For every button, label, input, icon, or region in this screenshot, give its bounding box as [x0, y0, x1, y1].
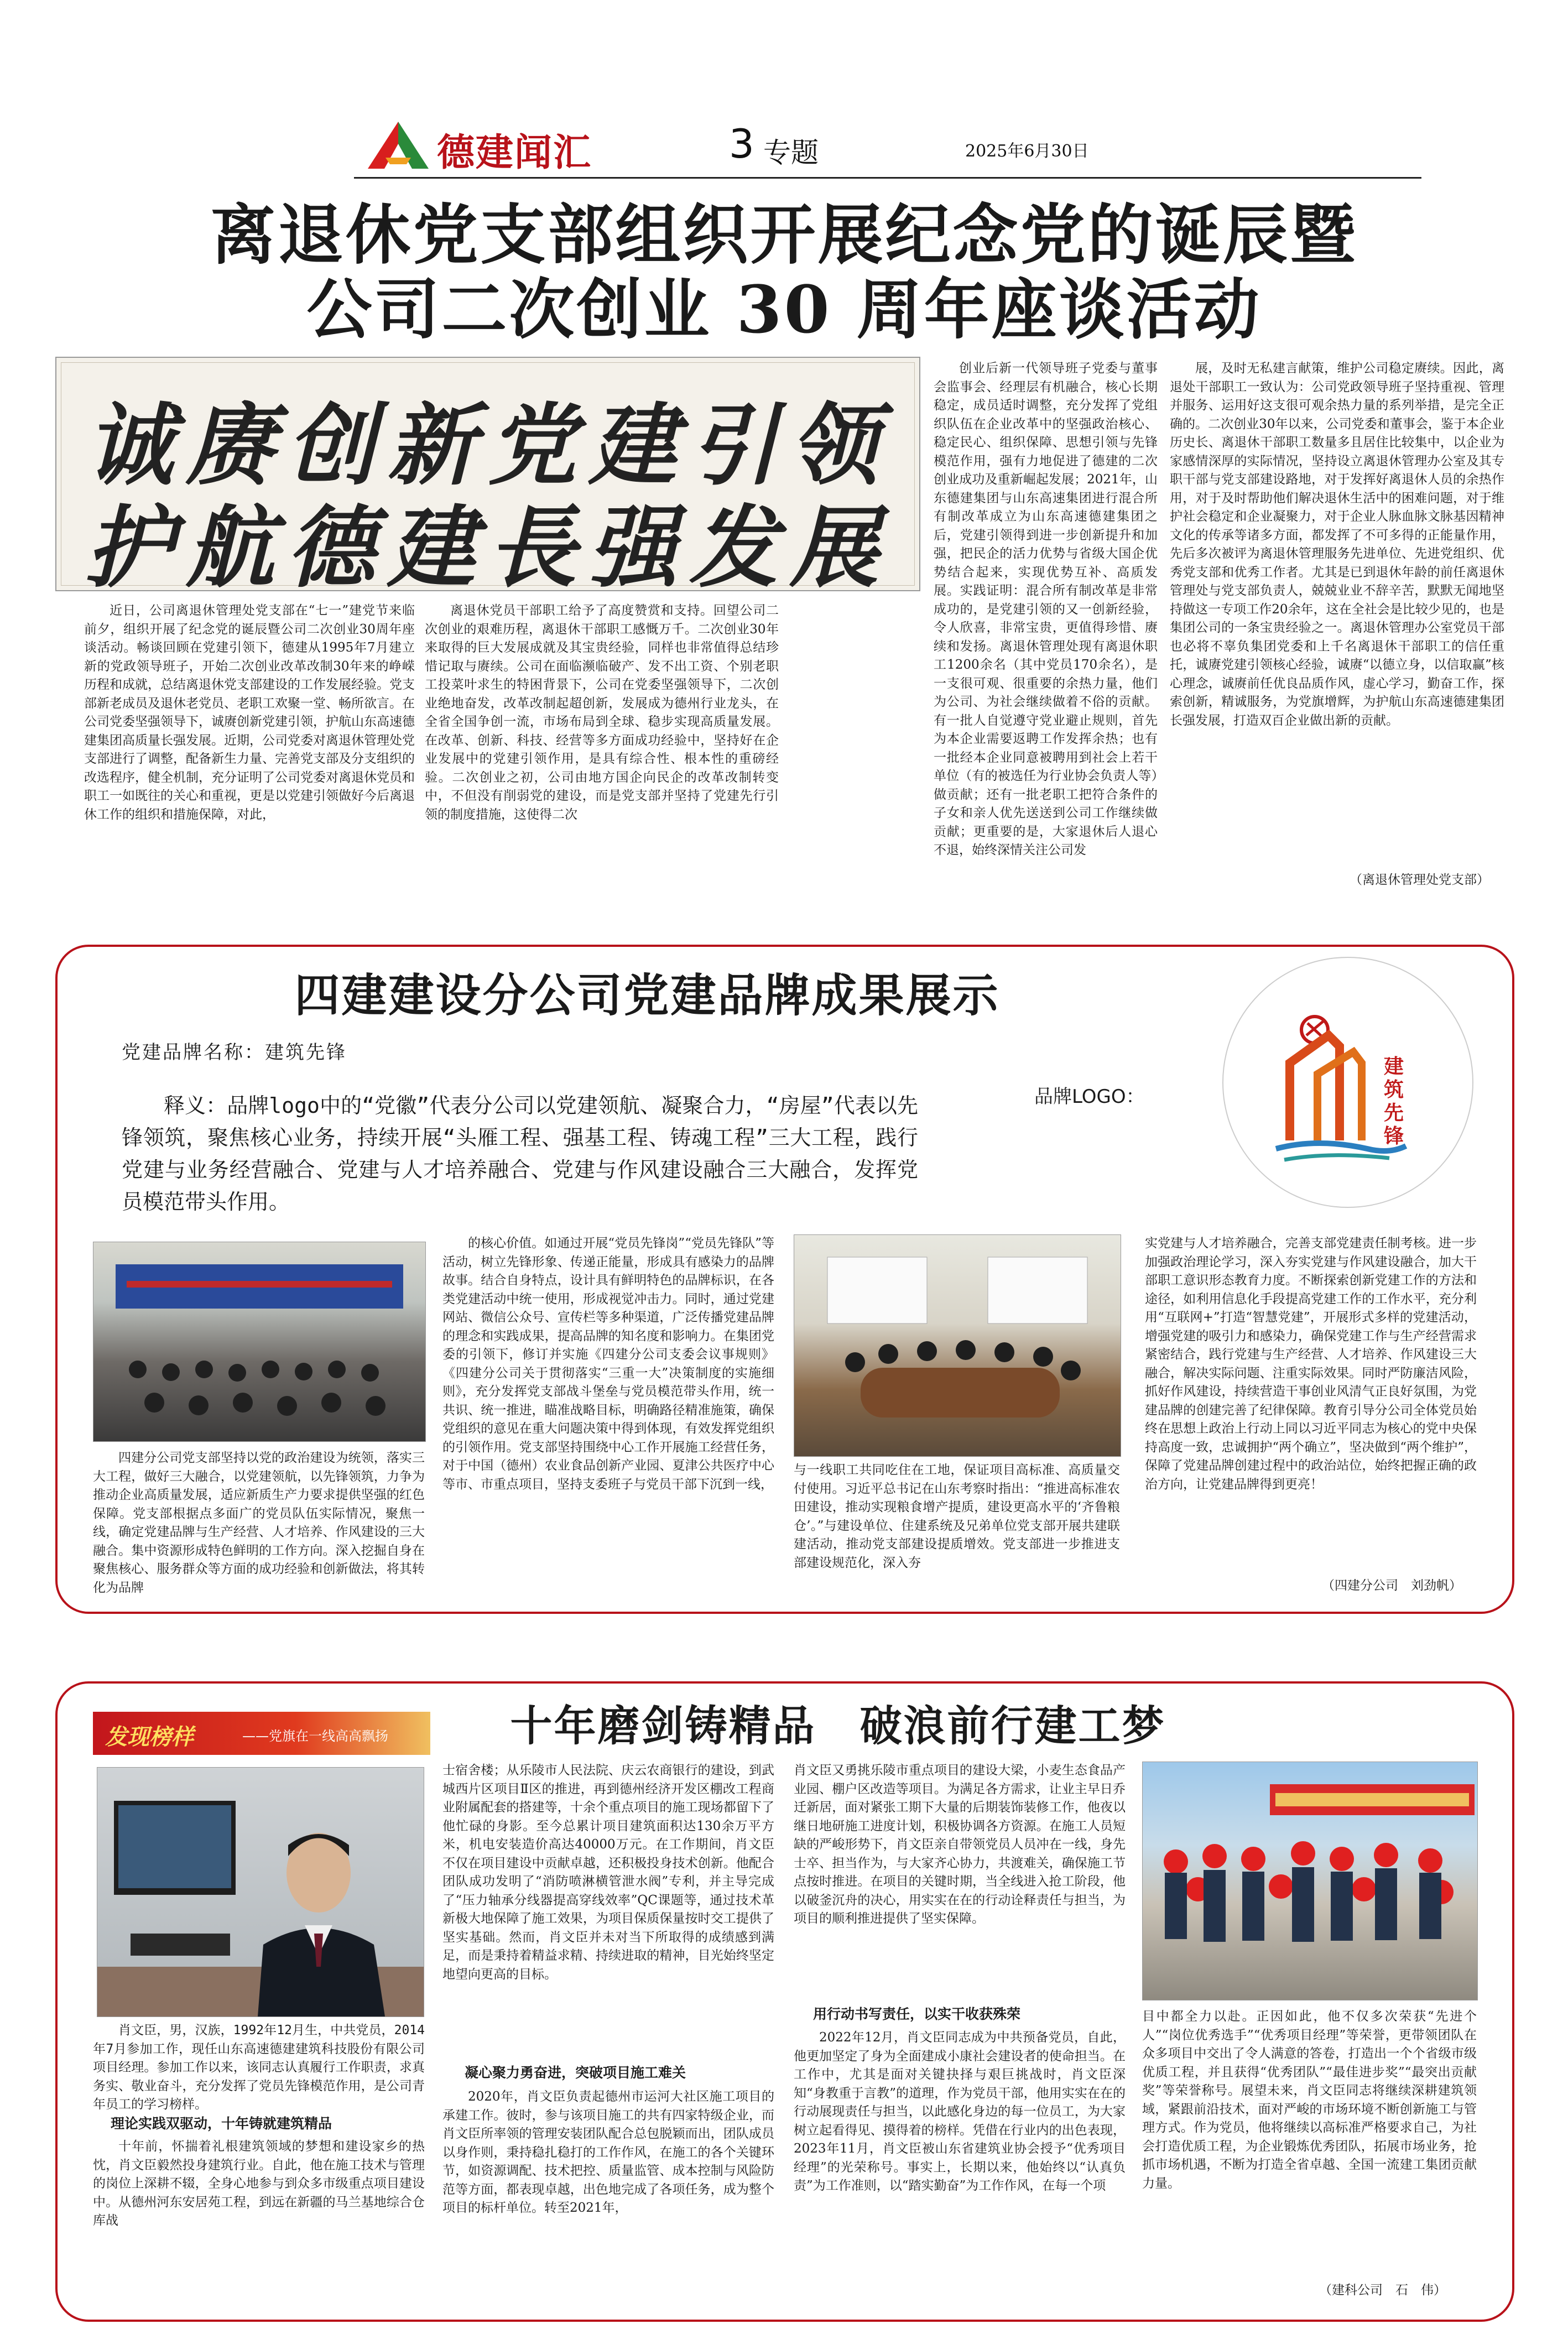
brand-name: 党建品牌名称：建筑先锋: [122, 1041, 347, 1064]
portrait-photo: [97, 1767, 424, 2017]
calligraphy-artwork: [55, 357, 920, 591]
newspaper-name: 德建闻汇: [437, 131, 592, 175]
role-model-banner: [93, 1712, 430, 1755]
article3-title: 十年磨剑铸精品 破浪前行建工梦: [510, 1701, 1166, 1750]
article3-signature: （建科公司 石 伟）: [1319, 2283, 1446, 2297]
article3-column-2b: 2020年，肖文臣负责起德州市运河大社区施工项目的承建工作。彼时，参与该项目施工的共有四家特级企业，而肖文臣所率领的管理安装团队配合总包脱颖而出，团队成员以身作则，秉持稳扎稳打的工作作风，在施工的各个关键环节，如资源调配、技术把控、质量监管、成本控制与风险防范等方面，都表现卓越，出色地完成了各项任务，成为整个项目的标杆单位。转至2021年，: [442, 2090, 774, 2215]
article2-title: 四建建设分公司党建品牌成果展示: [294, 969, 1000, 1022]
article2-column-3: 与一线职工共同吃住在工地，保证项目高标准、高质量交付使用。习近平总书记在山东考察时指出：“推进高标准农田建设，推动实现粮食增产提质，建设更高水平的‘齐鲁粮仓’。”与建设单位、住建系统及兄弟单位党支部开展共建联建活动，推动党支部建设提质增效。党支部进一步推进支部建设规范化，深入夯: [794, 1463, 1120, 1570]
article1-title-line1: 离退休党支部组织开展纪念党的诞辰暨: [210, 196, 1358, 273]
article3-column-3: 肖文臣又勇挑乐陵市重点项目的建设大梁，小麦生态食品产业园、棚户区改造等项目。为满足各方需求，让业主早日乔迁新居，面对紧张工期下大量的后期装饰装修工作，他夜以继日地研施工进度计划，积极协调各方资源。在施工人员短缺的严峻形势下，肖文臣亲自带领党员人员冲在一线，身先士卒、担当作为，与大家齐心协力，共渡难关，确保施工节点按时推进。在项目的关键时期，当全线进入抢工阶段，他以破釜沉舟的决心，用实实在在的行动诠释责任与担当，为项目的顺利推进提供了坚实保障。: [794, 1763, 1126, 1926]
meeting-photo-2: [794, 1234, 1121, 1457]
article3-column-3b: 2022年12月，肖文臣同志成为中共预备党员，自此，他更加坚定了身为全面建成小康社会建设者的使命担当。在工作中，尤其是面对关键抉择与艰巨挑战时，肖文臣深知“身教重于言教”的道理，作为党员干部，他用实实在在的行动展现责任与担当，以此感化身边的每一位员工，为大家树立起看得见、摸得着的榜样。凭借在行业内的出色表现，2023年11月，肖文臣被山东省建筑业协会授予“优秀项目经理”的光荣称号。事实上，长期以来，他始终以“认真负责”为工作准则，以“踏实勤奋”为工作作风，在每一个项: [794, 2030, 1126, 2193]
brand-logo-text: 建筑先锋: [1384, 1055, 1404, 1148]
article1-column-2: 离退休党员干部职工给予了高度赞赏和支持。回望公司二次创业的艰难历程，离退休干部职工感慨万千。二次创业30年来取得的巨大发展成就及其宝贵经验，同样也非常值得总结珍惜记取与赓续。公司在面临濒临破产、发不出工资、个别老职工投菜叶求生的特困背景下，公司在党委坚强领导下，二次创业绝地奋发，改革改制起超创新，发展成为德州行业龙头，在全省全国争创一流，市场布局到全球、稳步实现高质量发展。在改革、创新、科技、经营等多方面成功经验中，坚持好在企业发展中的党建引领作用，是具有综合性、根本性的重磅经验。二次创业之初，公司由地方国企向民企的改革改制转变中，不但没有削弱党的建设，而是党支部并坚持了党建先行引领的制度措施，这使得二次: [425, 603, 779, 822]
issue-date: 2025年6月30日: [965, 142, 1089, 161]
site-visit-photo: [1142, 1762, 1478, 2000]
article2-column-2: 的核心价值。如通过开展“党员先锋岗”“党员先锋队”等活动，树立先锋形象、传递正能量，形成具有感染力的品牌故事。结合自身特点，设计具有鲜明特色的品牌标识，在各类党建活动中统一使用，形成视觉冲击力。同时，通过党建网站、微信公众号、宣传栏等多种渠道，广泛传播党建品牌的理念和实践成果，提高品牌的知名度和影响力。在集团党委的引领下，修订并实施《四建分公司支委会议事规则》《四建分公司关于贯彻落实“三重一大”决策制度的实施细则》，充分发挥党支部战斗堡垒与党员模范带头作用，统一共识、统一推进，瞄准战略目标，明确路径精准施策，确保党组织的意见在重大问题决策中得到体现，有效发挥党组织的引领作用。党支部坚持围绕中心工作开展施工经营任务，对于中国（德州）农业食品创新产业园、夏津公共医疗中心等市、市重点项目，坚持支委班子与党员干部下沉到一线，: [442, 1236, 774, 1492]
article3-subheading-2: 凝心聚力勇奋进，突破项目施工难关: [465, 2065, 686, 2081]
article2-column-4: 实党建与人才培养融合，完善支部党建责任制考核。进一步加强政治理论学习，深入夯实党建与作风建设融合，加大干部职工意识形态教育力度。不断探索创新党建工作的方法和途径，如利用信息化手段提高党建工作的工作水平，充分利用“互联网+”打造“智慧党建”，开展形式多样的党建活动，增强党建的吸引力和感染力，确保党建工作与生产经营需求紧密结合，践行党建与生产经营、人才培养、作风建设三大融合，解决实际问题、注重实际效果。同时严防廉洁风险，抓好作风建设，持续营造干事创业风清气正良好氛围，为党建品牌的创建完善了纪律保障。教育引导分公司全体党员始终在思想上政治上行动上同以习近平同志为核心的党中央保持高度一致，忠诚拥护“两个确立”，坚决做到“两个维护”，保障了党建品牌创建过程中的政治站位，始终把握正确的政治方向，让党建品牌得到更亮！: [1145, 1236, 1477, 1492]
article3-column-4: 目中都全力以赴。正因如此，他不仅多次荣获“先进个人”“岗位优秀选手”“优秀项目经理”等荣誉，更带领团队在众多项目中交出了令人满意的答卷，打造出一个个省级市级优质工程，并且获得“优秀团队”“最佳进步奖”“最突出贡献奖”等荣誉称号。展望未来，肖文臣同志将继续深耕建筑领域，紧跟前沿技术，面对严峻的市场环境不断创新施工与管理方式。作为党员，他将继续以高标准严格要求自己，为社会打造优质工程，为企业锻炼优秀团队，拓展市场业务，抢抓市场机遇，不断为打造全省卓越、全国一流建工集团贡献力量。: [1142, 2009, 1477, 2191]
article1-signature: （离退休管理处党支部）: [1350, 873, 1489, 887]
section-name: 专题: [763, 137, 819, 169]
article3-column-2: 士宿舍楼；从乐陵市人民法院、庆云农商银行的建设，到武城西片区项目Ⅱ区的推进，再到德州经济开发区棚改工程商业附属配套的搭建等，十余个重点项目的施工现场都留下了他忙碌的身影。至今总累计项目建筑面积达130余万平方米，机电安装造价高达40000万元。在工作期间，肖文臣不仅在项目建设中贡献卓越，还积极投身技术创新。他配合团队成功发明了“消防喷淋横管泄水阀”专利，并主导完成了“压力轴承分线器提高穿线效率”QC课题等，通过技术革新极大地保障了施工效果，为项目保质保量按时交工提供了坚实基础。然而，肖文臣并未对当下所取得的成绩感到满足，而是秉持着精益求精、持续进取的精神，目光始终坚定地望向更高的目标。: [442, 1763, 774, 1982]
header-rule: [354, 177, 1421, 179]
brand-logo-label: 品牌LOGO：: [1034, 1086, 1145, 1108]
banner-subtitle: ——党旗在一线高高飘扬: [242, 1728, 388, 1744]
page-number: 3: [729, 121, 754, 167]
article1-column-3: 创业后新一代领导班子党委与董事会监事会、经理层有机融合，核心长期稳定，成员适时调整，充分发挥了党组织队伍在企业改革中的坚强政治核心、稳定民心、组织保障、思想引领与先锋模范作用，强有力地促进了德建的二次创业成功及重新崛起发展；2021年，山东德建集团与山东高速集团进行混合所有制改革成立为山东高速德建集团之后，党建引领得到进一步创新提升和加强，把民企的活力优势与省级大国企优势结合起来，实现优势互补、高质发展。实践证明：混合所有制改革是非常成功的，是党建引领的又一创新经验，令人欣喜，非常宝贵，更值得珍惜、赓续和发扬。离退休管理处现有离退休职工1200余名（其中党员170余名），是一支很可观、很重要的余热力量，他们为公司、为社会继续做着不俗的贡献。有一批人自觉遵守党业避止规则，首先为本企业需要返聘工作发挥余热；也有一批经本企业同意被聘用到社会上若干单位（有的被选任为行业协会负责人等）做贡献；还有一批老职工把符合条件的子女和亲人优先送送到公司工作继续做贡献；更重要的是，大家退休后人退心不退，始终深情关注公司发: [934, 361, 1158, 857]
newspaper-logo-icon: [362, 119, 434, 171]
article2-signature: （四建分公司 刘劲帆）: [1322, 1578, 1462, 1593]
article3-subheading-1: 理论实践双驱动，十年铸就建筑精品: [111, 2115, 332, 2132]
brand-logo: [1222, 957, 1473, 1208]
brand-description: 释义：品牌logo中的“党徽”代表分公司以党建领航、凝聚合力，“房屋”代表以先锋领筑，聚焦核心业务，持续开展“头雁工程、强基工程、铸魂工程”三大工程，践行党建与业务经营融合、党建与人才培养融合、党建与作风建设融合三大融合，发挥党员模范带头作用。: [122, 1093, 918, 1214]
article1-column-4: 展，及时无私建言献策，维护公司稳定赓续。因此，离退处干部职工一致认为：公司党政领导班子坚持重视、管理并服务、运用好这支很可观余热力量的系列举措，是完全正确的。二次创业30年以来，公司党委和董事会，鉴于本企业历史长、离退休干部职工数量多且居住比较集中，以企业为家感情深厚的实际情况，坚持设立离退休管理办公室及其专职干部与党支部建设路地，对于发挥好离退休人员的余热作用，对于及时帮助他们解决退休生活中的困难问题，对于维护社会稳定和企业凝聚力，对于企业人脉血脉文脉基因精神文化的传承等诸多方面，都发挥了不可多得的正能量作用，先后多次被评为离退休管理服务先进单位、先进党组织、优秀党支部和优秀工作者。尤其是已到退休年龄的前任离退休管理处与党支部负责人，兢兢业业不辞辛苦，默默无闻地坚持做这一专项工作20余年，这在全社会是比较少见的，也是集团公司的一条宝贵经验之一。离退休管理办公室党员干部也必将不辜负集团党委和上千名离退休干部职工的信任重托，诚赓党建引领核心经验，诚赓“以德立身，以信取赢”核心理念，诚赓前任优良品质作风，虚心学习，勤奋工作，探索创新，精诚服务，为党旗增辉，为护航山东高速德建集团长强发展，打造双百企业做出新的贡献。: [1170, 361, 1504, 728]
person-bio: 肖文臣，男，汉族，1992年12月生，中共党员，2014年7月参加工作，现任山东高速德建建筑科技股份有限公司项目经理。参加工作以来，该同志认真履行工作职责，求真务实、敬业奋斗，充分发挥了党员先锋模范作用，是公司青年员工的学习榜样。: [93, 2023, 425, 2112]
article2-column-1: 四建分公司党支部坚持以党的政治建设为统领，落实三大工程，做好三大融合，以党建领航，以先锋领筑，力争为推动企业高质量发展，适应新质生产力要求提供坚强的红色保障。党支部根据点多面广的党员队伍实际情况，聚焦一线，确定党建品牌与生产经营、人才培养、作风建设的三大融合。集中资源形成特色鲜明的工作方向。深入挖掘自身在聚焦核心、服务群众等方面的成功经验和创新做法，将其转化为品牌: [93, 1451, 425, 1595]
article1-title-line2: 公司二次创业 30 周年座谈活动: [306, 271, 1262, 348]
meeting-photo-1: [93, 1242, 426, 1442]
article1-column-1: 近日，公司离退休管理处党支部在“七一”建党节来临前夕，组织开展了纪念党的诞辰暨公司二次创业30周年座谈活动。畅谈回顾在党建引领下，德建从1995年7月建立新的党政领导班子，开始二次创业改革改制30年来的峥嵘历程和成就，总结离退休党支部建设的工作发展经验。党支部新老成员及退休老党员、老职工欢聚一堂、畅所欲言。在公司党委坚强领导下，诚赓创新党建引领，护航山东高速德建集团高质量长强发展。近期，公司党委对离退休管理处党支部进行了调整，配备新生力量、完善党支部及分支组织的改选程序，健全机制，充分证明了公司党委对离退休党员和职工一如既往的关心和重视，更是以党建引领做好今后离退休工作的组织和措施保障，对此，: [84, 603, 415, 822]
article3-column-1: 十年前，怀揣着礼根建筑领域的梦想和建设家乡的热忱，肖文臣毅然投身建筑行业。自此，他在施工技术与管理的岗位上深耕不辍，全身心地参与到众多市级重点项目建设中。从德州河东安居苑工程，到远在新疆的马兰基地综合仓库战: [93, 2139, 425, 2228]
banner-title: 发现榜样: [105, 1724, 194, 1750]
article3-subheading-3: 用行动书写责任，以实干收获殊荣: [813, 2006, 1021, 2022]
calligraphy-line2: 护航德建長强发展: [85, 496, 890, 591]
calligraphy-line1: 诚赓创新党建引领: [85, 393, 890, 497]
